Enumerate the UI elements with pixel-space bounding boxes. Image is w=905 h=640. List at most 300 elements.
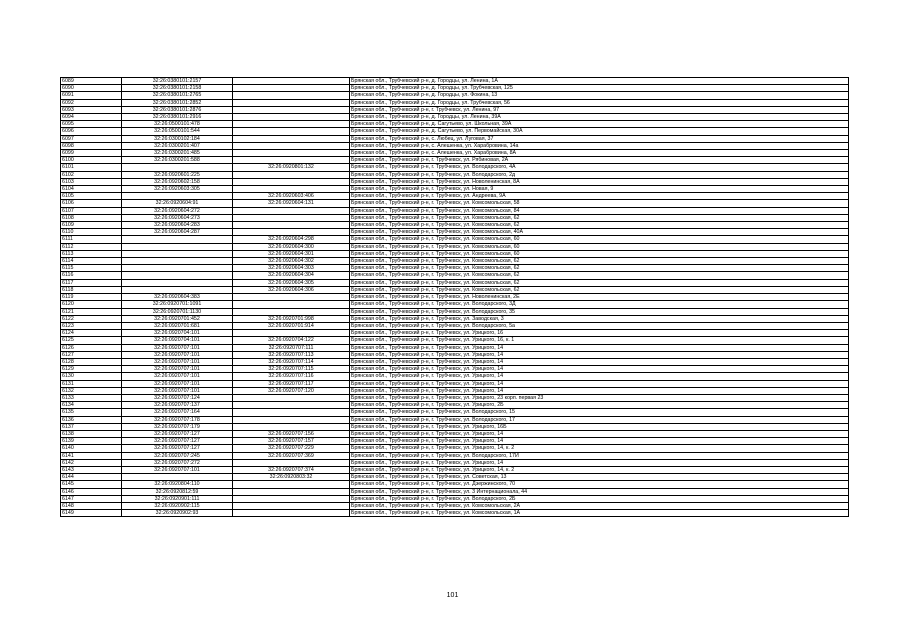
row-number: 6148 <box>61 502 122 509</box>
cadastral-number <box>122 258 233 265</box>
related-cadastral-number: 32:26:0920701:914 <box>233 322 350 329</box>
related-cadastral-number <box>233 171 350 178</box>
row-number: 6119 <box>61 294 122 301</box>
row-number: 6125 <box>61 337 122 344</box>
address: Брянская обл., Трубчевский р-н, г. Трубчевск, ул. Комсомольская, 60 <box>350 243 849 250</box>
related-cadastral-number <box>233 488 350 495</box>
table-row <box>61 394 849 401</box>
address: Брянская обл., Трубчевский р-н, г. Трубчевск, ул. Володарского, 3Д <box>350 301 849 308</box>
related-cadastral-number <box>233 481 350 488</box>
address: Брянская обл., Трубчевский р-н, г. Трубчевск, ул. Комсомольская, 84 <box>350 207 849 214</box>
page-number: 101 <box>446 592 459 599</box>
table-row <box>61 150 849 157</box>
address: Брянская обл., Трубчевский р-н, с. Алешенка, ул. Харабровина, 14а <box>350 142 849 149</box>
table-row <box>61 351 849 358</box>
address: Брянская обл., Трубчевский р-н, г. Трубчевск, ул. Дзержинского, 70 <box>350 481 849 488</box>
table-row <box>61 265 849 272</box>
address: Брянская обл., Трубчевский р-н, г. Трубчевск, ул. Урицкого, 14 <box>350 358 849 365</box>
table-row <box>61 250 849 257</box>
cadastral-number: 32:26:0920707:245 <box>122 452 233 459</box>
row-number: 6135 <box>61 409 122 416</box>
table-row <box>61 380 849 387</box>
address: Брянская обл., Трубчевский р-н, г. Трубчевск, ул. Урицкого, 23 корп. первая 23 <box>350 394 849 401</box>
row-number: 6108 <box>61 214 122 221</box>
table-row <box>61 366 849 373</box>
related-cadastral-number <box>233 330 350 337</box>
related-cadastral-number <box>233 308 350 315</box>
table-row <box>61 135 849 142</box>
related-cadastral-number: 32:26:0920707:229 <box>233 445 350 452</box>
cadastral-number: 32:26:0920603:305 <box>122 186 233 193</box>
row-number: 6102 <box>61 171 122 178</box>
cadastral-number: 32:26:0380101:2852 <box>122 99 233 106</box>
row-number: 6134 <box>61 402 122 409</box>
address: Брянская обл., Трубчевский р-н, г. Трубчевск, ул. Советская, 13 <box>350 474 849 481</box>
table-row <box>61 459 849 466</box>
related-cadastral-number: 32:26:0920707:369 <box>233 452 350 459</box>
table-row <box>61 128 849 135</box>
address: Брянская обл., Трубчевский р-н, г. Трубчевск, ул. 3 Интернационала, 44 <box>350 488 849 495</box>
address: Брянская обл., Трубчевский р-н, г. Трубчевск, ул. Ленина, 97 <box>350 106 849 113</box>
address: Брянская обл., Трубчевский р-н, г. Трубчевск, ул. Комсомольская, 62 <box>350 279 849 286</box>
row-number: 6131 <box>61 380 122 387</box>
cadastral-number: 32:26:0920707:127 <box>122 430 233 437</box>
table-row <box>61 258 849 265</box>
related-cadastral-number <box>233 301 350 308</box>
cadastral-number: 32:26:0920604:283 <box>122 222 233 229</box>
related-cadastral-number <box>233 459 350 466</box>
cadastral-number: 32:26:0920601:225 <box>122 171 233 178</box>
table-row <box>61 452 849 459</box>
row-number: 6120 <box>61 301 122 308</box>
related-cadastral-number <box>233 85 350 92</box>
address: Брянская обл., Трубчевский р-н, г. Трубчевск, ул. Володарского, 17 <box>350 416 849 423</box>
address: Брянская обл., Трубчевский р-н, г. Трубчевск, ул. Урицкого, 14 <box>350 351 849 358</box>
address: Брянская обл., Трубчевский р-н, г. Трубчевск, ул. Комсомольская, 62 <box>350 272 849 279</box>
table-row <box>61 344 849 351</box>
related-cadastral-number <box>233 178 350 185</box>
table-row <box>61 308 849 315</box>
table-row <box>61 445 849 452</box>
table-row <box>61 409 849 416</box>
related-cadastral-number: 32:26:0920707:157 <box>233 438 350 445</box>
table-row <box>61 301 849 308</box>
table-row <box>61 171 849 178</box>
related-cadastral-number <box>233 394 350 401</box>
row-number: 6114 <box>61 258 122 265</box>
related-cadastral-number <box>233 409 350 416</box>
cadastral-number: 32:26:0380101:2876 <box>122 106 233 113</box>
cadastral-number <box>122 272 233 279</box>
cadastral-number <box>122 286 233 293</box>
cadastral-number: 32:26:0500101:544 <box>122 128 233 135</box>
address: Брянская обл., Трубчевский р-н, г. Трубчевск, ул. Новоленинская, 2Е <box>350 294 849 301</box>
row-number: 6121 <box>61 308 122 315</box>
related-cadastral-number: 32:26:0920801:132 <box>233 164 350 171</box>
row-number: 6145 <box>61 481 122 488</box>
address: Брянская обл., Трубчевский р-н, г. Трубчевск, ул. Комсомольская, 62 <box>350 258 849 265</box>
row-number: 6126 <box>61 344 122 351</box>
row-number: 6147 <box>61 495 122 502</box>
table-row <box>61 178 849 185</box>
address: Брянская обл., Трубчевский р-н, г. Трубчевск, ул. Комсомольская, 40А <box>350 229 849 236</box>
cadastral-number: 32:26:0920604:272 <box>122 207 233 214</box>
related-cadastral-number <box>233 157 350 164</box>
table-row <box>61 114 849 121</box>
table-row <box>61 121 849 128</box>
row-number: 6115 <box>61 265 122 272</box>
row-number: 6097 <box>61 135 122 142</box>
table-row <box>61 279 849 286</box>
table-row <box>61 157 849 164</box>
address: Брянская обл., Трубчевский р-н, г. Трубчевск, ул. Комсомольская, 1А <box>350 510 849 517</box>
cadastral-number: 32:26:0920707:101 <box>122 344 233 351</box>
related-cadastral-number: 32:26:0920701:998 <box>233 315 350 322</box>
row-number: 6110 <box>61 229 122 236</box>
row-number: 6133 <box>61 394 122 401</box>
cadastral-number: 32:26:0920701:452 <box>122 315 233 322</box>
related-cadastral-number <box>233 99 350 106</box>
table-row <box>61 337 849 344</box>
row-number: 6132 <box>61 387 122 394</box>
address: Брянская обл., Трубчевский р-н, г. Трубчевск, ул. Новоленинская, 8А <box>350 178 849 185</box>
row-number: 6117 <box>61 279 122 286</box>
table-row <box>61 92 849 99</box>
related-cadastral-number <box>233 502 350 509</box>
row-number: 6124 <box>61 330 122 337</box>
cadastral-number: 32:26:0920707:101 <box>122 366 233 373</box>
row-number: 6123 <box>61 322 122 329</box>
table-row <box>61 78 849 85</box>
row-number: 6142 <box>61 459 122 466</box>
table-row <box>61 222 849 229</box>
cadastral-number: 32:26:0300201:407 <box>122 142 233 149</box>
row-number: 6100 <box>61 157 122 164</box>
address: Брянская обл., Трубчевский р-н, г. Трубчевск, ул. Комсомольская, 62 <box>350 214 849 221</box>
related-cadastral-number <box>233 135 350 142</box>
address: Брянская обл., Трубчевский р-н, г. Трубчевск, ул. Урицкого, 14 <box>350 387 849 394</box>
cadastral-number: 32:26:0920602:158 <box>122 178 233 185</box>
address: Брянская обл., Трубчевский р-н, д. Сагутьево, ул. Первомайская, 30А <box>350 128 849 135</box>
address: Брянская обл., Трубчевский р-н, г. Трубчевск, ул. Урицкого, 14 <box>350 380 849 387</box>
cadastral-number: 32:26:0300201:485 <box>122 150 233 157</box>
related-cadastral-number <box>233 402 350 409</box>
cadastral-number: 32:26:0920707:101 <box>122 373 233 380</box>
row-number: 6127 <box>61 351 122 358</box>
cadastral-number: 32:26:0920707:164 <box>122 409 233 416</box>
table-row <box>61 236 849 243</box>
address: Брянская обл., Трубчевский р-н, г. Трубчевск, ул. Комсомольская, 2А <box>350 502 849 509</box>
related-cadastral-number: 32:26:0920707:114 <box>233 358 350 365</box>
table-row <box>61 186 849 193</box>
cadastral-number: 32:26:0920707:101 <box>122 380 233 387</box>
cadastral-number: 32:26:0920812:59 <box>122 488 233 495</box>
cadastral-number: 32:26:0920707:101 <box>122 387 233 394</box>
related-cadastral-number: 32:26:0920604:306 <box>233 286 350 293</box>
row-number: 6116 <box>61 272 122 279</box>
address: Брянская обл., Трубчевский р-н, г. Трубчевск, ул. Урицкого, 16, к. 1 <box>350 337 849 344</box>
related-cadastral-number: 32:26:0920604:304 <box>233 272 350 279</box>
row-number: 6109 <box>61 222 122 229</box>
address: Брянская обл., Трубчевский р-н, г. Трубчевск, ул. Комсомольская, 62 <box>350 286 849 293</box>
address: Брянская обл., Трубчевский р-н, д. Городцы, ул. Трубчевская, 56 <box>350 99 849 106</box>
related-cadastral-number: 32:26:0920604:301 <box>233 250 350 257</box>
table-row <box>61 416 849 423</box>
related-cadastral-number: 32:26:0920604:303 <box>233 265 350 272</box>
cadastral-number: 32:26:0380101:2765 <box>122 92 233 99</box>
cadastral-number: 32:26:0920604:273 <box>122 214 233 221</box>
address: Брянская обл., Трубчевский р-н, г. Трубчевск, ул. Володарского, 5а <box>350 322 849 329</box>
related-cadastral-number <box>233 114 350 121</box>
table-row <box>61 99 849 106</box>
address: Брянская обл., Трубчевский р-н, г. Трубчевск, ул. Урицкого, 14 <box>350 459 849 466</box>
related-cadastral-number <box>233 214 350 221</box>
address: Брянская обл., Трубчевский р-н, г. Трубчевск, ул. Рябиновая, 2А <box>350 157 849 164</box>
cadastral-number: 32:26:0920707:127 <box>122 438 233 445</box>
address: Брянская обл., Трубчевский р-н, с. Алешенка, ул. Харабровина, 8А <box>350 150 849 157</box>
related-cadastral-number <box>233 495 350 502</box>
address: Брянская обл., Трубчевский р-н, д. Городцы, ул. Фокина, 13 <box>350 92 849 99</box>
table-row <box>61 502 849 509</box>
related-cadastral-number: 32:26:0920707:156 <box>233 430 350 437</box>
row-number: 6101 <box>61 164 122 171</box>
address: Брянская обл., Трубчевский р-н, г. Трубчевск, ул. Урицкого, 14 <box>350 366 849 373</box>
related-cadastral-number: 32:26:0920707:117 <box>233 380 350 387</box>
table-row <box>61 315 849 322</box>
cadastral-number: 32:26:0380101:2916 <box>122 114 233 121</box>
cadastral-number <box>122 474 233 481</box>
cadastral-number: 32:26:0920604:287 <box>122 229 233 236</box>
address: Брянская обл., Трубчевский р-н, г. Трубчевск, ул. Заводская, 3 <box>350 315 849 322</box>
related-cadastral-number <box>233 294 350 301</box>
cadastral-number: 32:26:0920604:383 <box>122 294 233 301</box>
row-number: 6122 <box>61 315 122 322</box>
related-cadastral-number <box>233 92 350 99</box>
related-cadastral-number: 32:26:0920603:406 <box>233 193 350 200</box>
table-row <box>61 438 849 445</box>
address: Брянская обл., Трубчевский р-н, г. Трубчевск, ул. Урицкого, 2Б <box>350 402 849 409</box>
address: Брянская обл., Трубчевский р-н, д. Городцы, ул. Ленина, 1А <box>350 78 849 85</box>
related-cadastral-number: 32:26:0920604:298 <box>233 236 350 243</box>
registry-table-body <box>61 78 849 517</box>
table-row <box>61 207 849 214</box>
table-row <box>61 330 849 337</box>
cadastral-number: 32:26:0920701:1091 <box>122 301 233 308</box>
related-cadastral-number <box>233 416 350 423</box>
related-cadastral-number: 32:26:0920707:113 <box>233 351 350 358</box>
related-cadastral-number: 32:26:0920707:115 <box>233 366 350 373</box>
table-row <box>61 272 849 279</box>
row-number: 6106 <box>61 200 122 207</box>
cadastral-number <box>122 250 233 257</box>
row-number: 6098 <box>61 142 122 149</box>
table-row <box>61 164 849 171</box>
row-number: 6146 <box>61 488 122 495</box>
table-row <box>61 430 849 437</box>
table-row <box>61 322 849 329</box>
address: Брянская обл., Трубчевский р-н, г. Трубчевск, ул. Урицкого, 14, к. 2 <box>350 466 849 473</box>
address: Брянская обл., Трубчевский р-н, г. Трубчевск, ул. Урицкого, 14 <box>350 430 849 437</box>
cadastral-number: 32:26:0920902:93 <box>122 510 233 517</box>
cadastral-number: 32:26:0920901:111 <box>122 495 233 502</box>
table-row <box>61 294 849 301</box>
table-row <box>61 495 849 502</box>
cadastral-number <box>122 265 233 272</box>
related-cadastral-number <box>233 423 350 430</box>
cadastral-number: 32:26:0920804:110 <box>122 481 233 488</box>
related-cadastral-number: 32:26:0920707:111 <box>233 344 350 351</box>
cadastral-number: 32:26:0500101:478 <box>122 121 233 128</box>
table-row <box>61 200 849 207</box>
related-cadastral-number <box>233 142 350 149</box>
related-cadastral-number: 32:26:0920707:120 <box>233 387 350 394</box>
address: Брянская обл., Трубчевский р-н, г. Трубчевск, ул. Володарского, 15 <box>350 409 849 416</box>
row-number: 6096 <box>61 128 122 135</box>
table-row <box>61 423 849 430</box>
cadastral-number <box>122 164 233 171</box>
row-number: 6143 <box>61 466 122 473</box>
table-row <box>61 402 849 409</box>
address: Брянская обл., Трубчевский р-н, с. Любец, ул. Луговая, 37 <box>350 135 849 142</box>
related-cadastral-number <box>233 186 350 193</box>
row-number: 6091 <box>61 92 122 99</box>
related-cadastral-number: 32:26:0920803:32 <box>233 474 350 481</box>
cadastral-number: 32:26:0920707:101 <box>122 351 233 358</box>
cadastral-number: 32:26:0920604:91 <box>122 200 233 207</box>
related-cadastral-number: 32:26:0920604:305 <box>233 279 350 286</box>
address: Брянская обл., Трубчевский р-н, д. Городцы, ул. Ленина, 39А <box>350 114 849 121</box>
row-number: 6128 <box>61 358 122 365</box>
cadastral-number <box>122 236 233 243</box>
related-cadastral-number: 32:26:0920707:116 <box>233 373 350 380</box>
related-cadastral-number: 32:26:0920604:300 <box>233 243 350 250</box>
related-cadastral-number <box>233 207 350 214</box>
cadastral-number: 32:26:0920707:124 <box>122 394 233 401</box>
cadastral-number: 32:26:0920707:272 <box>122 459 233 466</box>
table-row <box>61 373 849 380</box>
address: Брянская обл., Трубчевский р-н, г. Трубчевск, ул. Урицкого, 14 <box>350 373 849 380</box>
cadastral-number: 32:26:0300201:588 <box>122 157 233 164</box>
row-number: 6094 <box>61 114 122 121</box>
related-cadastral-number <box>233 121 350 128</box>
related-cadastral-number: 32:26:0920707:374 <box>233 466 350 473</box>
address: Брянская обл., Трубчевский р-н, г. Трубчевск, ул. Урицкого, 14 <box>350 438 849 445</box>
address: Брянская обл., Трубчевский р-н, г. Трубчевск, ул. Комсомольская, 60 <box>350 236 849 243</box>
related-cadastral-number <box>233 222 350 229</box>
related-cadastral-number <box>233 106 350 113</box>
row-number: 6138 <box>61 430 122 437</box>
registry-table <box>60 77 849 517</box>
address: Брянская обл., Трубчевский р-н, г. Трубчевск, ул. Володарского, 17И <box>350 452 849 459</box>
address: Брянская обл., Трубчевский р-н, г. Трубчевск, ул. Урицкого, 16Б <box>350 423 849 430</box>
table-row <box>61 481 849 488</box>
address: Брянская обл., Трубчевский р-н, г. Трубчевск, ул. Урицкого, 14 <box>350 344 849 351</box>
cadastral-number: 32:26:0300102:184 <box>122 135 233 142</box>
address: Брянская обл., Трубчевский р-н, г. Трубчевск, ул. Урицкого, 16 <box>350 330 849 337</box>
cadastral-number: 32:26:0920701:1130 <box>122 308 233 315</box>
table-row <box>61 358 849 365</box>
cadastral-number: 32:26:0920707:137 <box>122 402 233 409</box>
row-number: 6107 <box>61 207 122 214</box>
row-number: 6118 <box>61 286 122 293</box>
table-row <box>61 142 849 149</box>
row-number: 6093 <box>61 106 122 113</box>
address: Брянская обл., Трубчевский р-н, г. Трубчевск, ул. Володарского, 4А <box>350 164 849 171</box>
related-cadastral-number <box>233 229 350 236</box>
address: Брянская обл., Трубчевский р-н, г. Трубчевск, ул. Урицкого, 14, к. 2 <box>350 445 849 452</box>
table-row <box>61 510 849 517</box>
cadastral-number: 32:26:0920707:101 <box>122 466 233 473</box>
table-row <box>61 193 849 200</box>
row-number: 6090 <box>61 85 122 92</box>
related-cadastral-number: 32:26:0920604:302 <box>233 258 350 265</box>
table-row <box>61 286 849 293</box>
table-row <box>61 387 849 394</box>
row-number: 6149 <box>61 510 122 517</box>
address: Брянская обл., Трубчевский р-н, г. Трубчевск, ул. Комсомольская, 62 <box>350 222 849 229</box>
cadastral-number: 32:26:0920707:101 <box>122 358 233 365</box>
cadastral-number: 32:26:0920707:179 <box>122 423 233 430</box>
cadastral-number: 32:26:0920704:101 <box>122 330 233 337</box>
row-number: 6144 <box>61 474 122 481</box>
table-row <box>61 243 849 250</box>
address: Брянская обл., Трубчевский р-н, г. Трубчевск, ул. Володарского, 2д <box>350 171 849 178</box>
address: Брянская обл., Трубчевский р-н, г. Трубчевск, ул. Новая, 9 <box>350 186 849 193</box>
row-number: 6095 <box>61 121 122 128</box>
address: Брянская обл., Трубчевский р-н, д. Городцы, ул. Трубчевская, 125 <box>350 85 849 92</box>
row-number: 6089 <box>61 78 122 85</box>
row-number: 6103 <box>61 178 122 185</box>
cadastral-number: 32:26:0920707:178 <box>122 416 233 423</box>
row-number: 6113 <box>61 250 122 257</box>
related-cadastral-number <box>233 150 350 157</box>
address: Брянская обл., Трубчевский р-н, г. Трубчевск, ул. Володарского, 35 <box>350 308 849 315</box>
cadastral-number <box>122 193 233 200</box>
row-number: 6130 <box>61 373 122 380</box>
cadastral-number: 32:26:0920701:681 <box>122 322 233 329</box>
related-cadastral-number <box>233 510 350 517</box>
row-number: 6137 <box>61 423 122 430</box>
address: Брянская обл., Трубчевский р-н, г. Трубчевск, ул. Андреева, 9А <box>350 193 849 200</box>
cadastral-number: 32:26:0920704:101 <box>122 337 233 344</box>
address: Брянская обл., Трубчевский р-н, г. Трубчевск, ул. Володарского, 2Б <box>350 495 849 502</box>
row-number: 6105 <box>61 193 122 200</box>
row-number: 6140 <box>61 445 122 452</box>
cadastral-number: 32:26:0920707:127 <box>122 445 233 452</box>
table-row <box>61 474 849 481</box>
cadastral-number: 32:26:0380101:2158 <box>122 85 233 92</box>
related-cadastral-number <box>233 128 350 135</box>
cadastral-number: 32:26:0380101:2157 <box>122 78 233 85</box>
cadastral-number: 32:26:0920902:115 <box>122 502 233 509</box>
table-row <box>61 466 849 473</box>
table-row <box>61 214 849 221</box>
row-number: 6111 <box>61 236 122 243</box>
row-number: 6141 <box>61 452 122 459</box>
row-number: 6139 <box>61 438 122 445</box>
table-row <box>61 85 849 92</box>
row-number: 6129 <box>61 366 122 373</box>
related-cadastral-number: 32:26:0920704:122 <box>233 337 350 344</box>
row-number: 6112 <box>61 243 122 250</box>
table-row <box>61 488 849 495</box>
cadastral-number <box>122 243 233 250</box>
address: Брянская обл., Трубчевский р-н, г. Трубчевск, ул. Комсомольская, 62 <box>350 265 849 272</box>
table-row <box>61 229 849 236</box>
row-number: 6092 <box>61 99 122 106</box>
table-row <box>61 106 849 113</box>
address: Брянская обл., Трубчевский р-н, д. Сагутьево, ул. Школьная, 39А <box>350 121 849 128</box>
